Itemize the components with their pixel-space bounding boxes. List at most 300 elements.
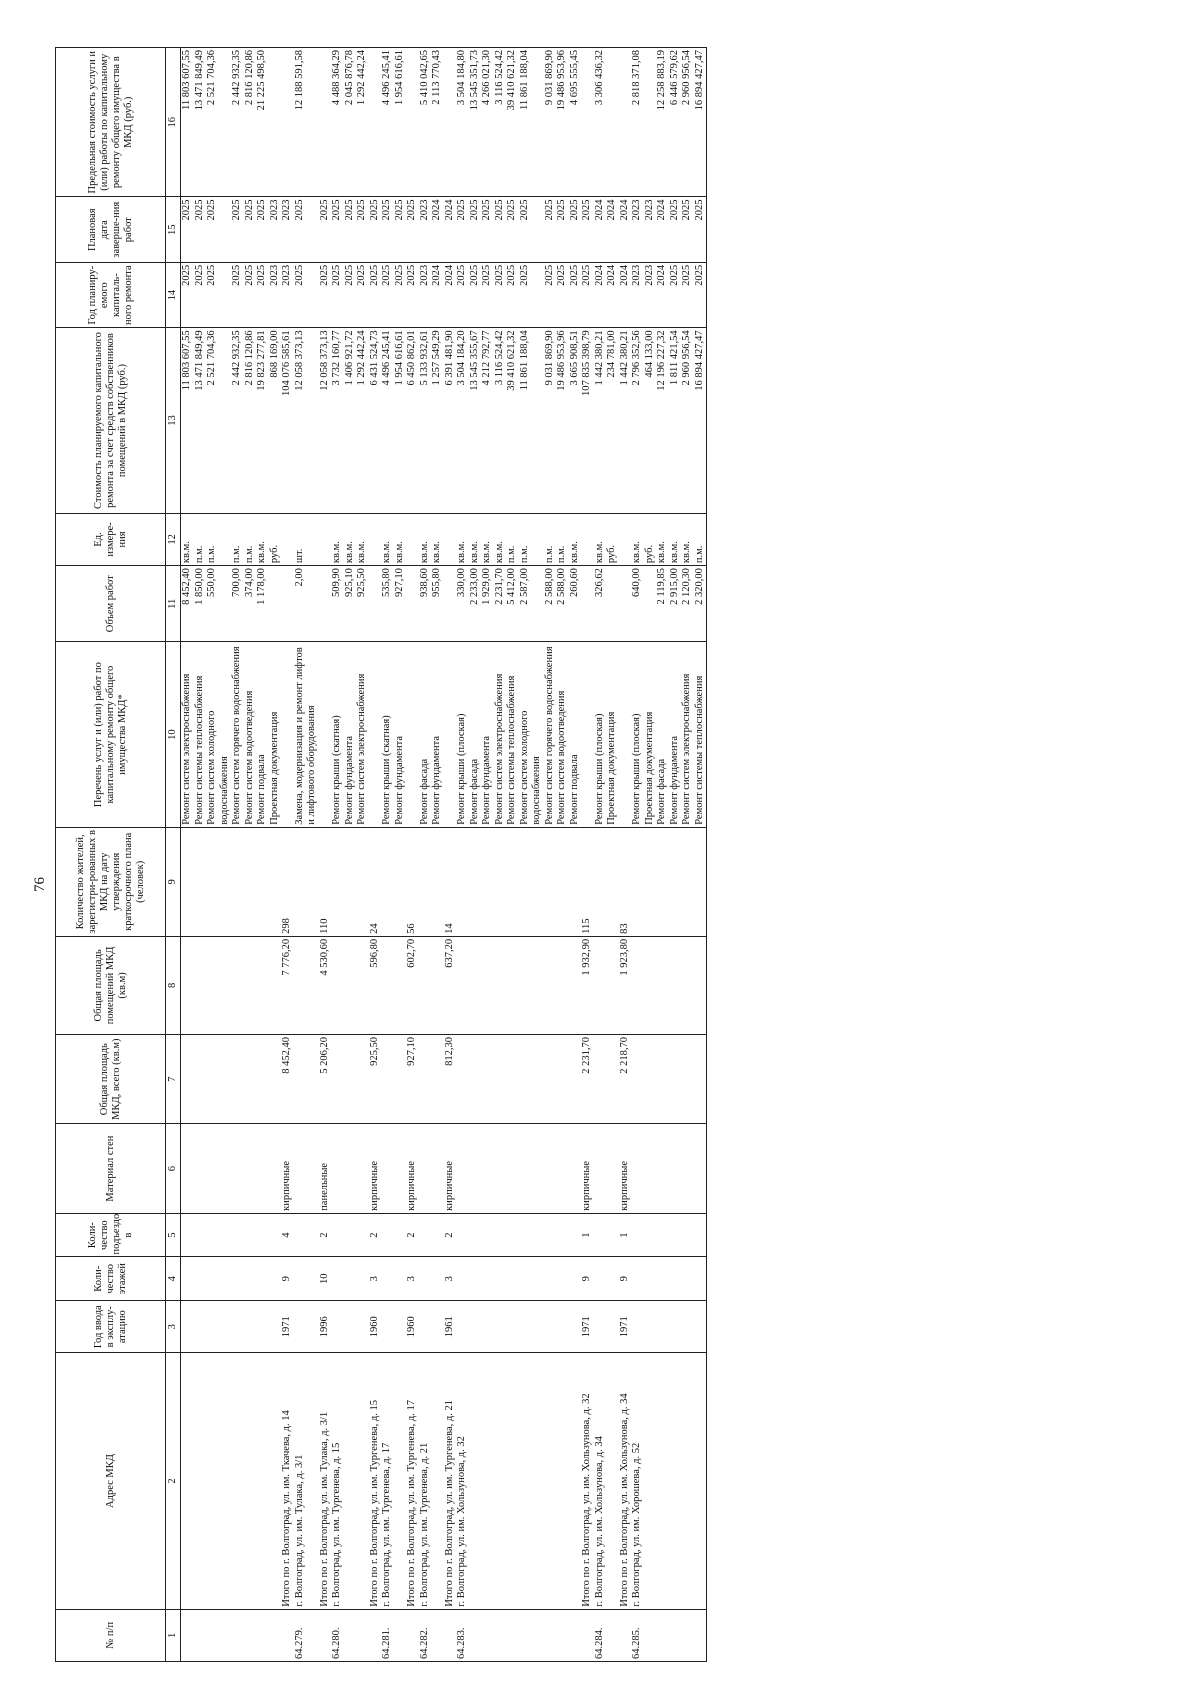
cell-col-14 xyxy=(256,262,281,327)
cell-col-1 xyxy=(319,1609,332,1661)
cell-col-12 xyxy=(369,513,382,565)
cell-col-13: 13 471 849,49 xyxy=(194,328,207,513)
cell-col-9 xyxy=(256,827,281,936)
table-row-total xyxy=(406,48,419,1662)
cell-line: кв.м. xyxy=(631,541,642,564)
cell-col-1 xyxy=(369,1609,382,1661)
cell-col-14: 2024 xyxy=(619,262,632,327)
cell-col-2: Итого по г. Волгоград, ул. им. Тургенева, д. 21 xyxy=(444,1353,457,1609)
cell-col-11 xyxy=(619,566,632,642)
cell-col-16: 13 471 849,49 xyxy=(194,48,207,198)
cell-col-1 xyxy=(519,1609,544,1661)
cell-col-11 xyxy=(419,566,444,642)
column-number: 9 xyxy=(166,827,181,936)
cell-col-3 xyxy=(544,1301,557,1353)
table-row xyxy=(294,48,319,1662)
cell-line: 19 823 277,81 xyxy=(256,330,267,391)
cell-col-13 xyxy=(331,328,369,513)
cell-col-7: 925,50 xyxy=(369,1034,382,1123)
cell-line: 2025 xyxy=(468,264,480,286)
cell-col-5 xyxy=(544,1213,557,1257)
table-row-total xyxy=(619,48,632,1662)
cell-line: 868 169,00 xyxy=(268,330,280,378)
cell-col-10: Ремонт системы теплоснабжения xyxy=(694,642,707,827)
cell-col-6 xyxy=(456,1124,506,1213)
cell-col-4 xyxy=(231,1257,244,1301)
cell-line: 4 212 792,77 xyxy=(481,330,492,386)
cell-col-12: п.м. xyxy=(519,513,544,565)
column-number: 7 xyxy=(166,1034,181,1123)
header-cell: Материал стен xyxy=(56,1124,166,1213)
cell-col-10: Замена, модернизация и ремонт лифтов и лифтового оборудования xyxy=(294,642,319,827)
cell-col-8 xyxy=(506,936,519,1034)
cell-col-1 xyxy=(444,1609,457,1661)
cell-col-12 xyxy=(631,513,694,565)
cell-col-7 xyxy=(381,1034,406,1123)
cell-col-3: 1971 xyxy=(619,1301,632,1353)
cell-col-6 xyxy=(519,1124,544,1213)
cell-col-2 xyxy=(231,1353,244,1609)
header-cell: Количество жителей, зарегистри-рованных в МКД на дату утверждения краткосрочного плана (человек) xyxy=(56,827,166,936)
cell-col-16 xyxy=(444,48,457,198)
cell-col-12: п.м. xyxy=(206,513,231,565)
cell-line: 2025 xyxy=(331,199,342,221)
cell-col-13: 9 031 869,90 xyxy=(544,328,557,513)
cell-col-13: 19 486 953,96 xyxy=(556,328,569,513)
cell-col-6: кирпичные xyxy=(281,1124,294,1213)
cell-col-15 xyxy=(381,197,406,262)
cell-col-12 xyxy=(419,513,444,565)
column-number: 1 xyxy=(166,1609,181,1661)
header-cell: Коли-чество подъездо в xyxy=(56,1213,166,1257)
cell-col-4 xyxy=(381,1257,406,1301)
cell-col-10: Ремонт систем холодного водоснабжения xyxy=(206,642,231,827)
table-row-total xyxy=(369,48,382,1662)
cell-col-6 xyxy=(631,1124,694,1213)
cell-line xyxy=(644,568,657,639)
column-number: 8 xyxy=(166,936,181,1034)
cell-col-10 xyxy=(331,642,369,827)
table-row-total xyxy=(319,48,332,1662)
header-cell: Адрес МКД xyxy=(56,1353,166,1609)
header-cell: Общая площадь МКД, всего (кв.м) xyxy=(56,1034,166,1123)
column-number: 16 xyxy=(166,48,181,198)
column-number: 14 xyxy=(166,262,181,327)
cell-line: 2 960 956,54 xyxy=(681,50,692,106)
cell-col-9 xyxy=(556,827,569,936)
cell-col-10 xyxy=(369,642,382,827)
cell-col-4 xyxy=(206,1257,231,1301)
cell-line: 2024 xyxy=(431,264,442,286)
cell-line: Ремонт подвала xyxy=(256,754,267,825)
cell-col-3 xyxy=(569,1301,582,1353)
cell-col-12 xyxy=(456,513,506,565)
cell-col-1 xyxy=(406,1609,419,1661)
cell-col-1 xyxy=(194,1609,207,1661)
cell-line: 2 113 770,43 xyxy=(431,50,442,105)
cell-col-13: 104 076 585,61 xyxy=(281,328,294,513)
table-row xyxy=(456,48,506,1662)
cell-col-11 xyxy=(456,566,506,642)
cell-col-5: 2 xyxy=(319,1213,332,1257)
cell-line: 509,90 xyxy=(331,568,342,597)
cell-line: 2024 xyxy=(606,264,617,286)
cell-col-2: г. Волгоград, ул. им. Тургенева, д. 21 xyxy=(419,1353,444,1609)
cell-col-8 xyxy=(181,936,194,1034)
cell-col-10 xyxy=(381,642,406,827)
cell-col-5: 2 xyxy=(369,1213,382,1257)
cell-col-3 xyxy=(419,1301,444,1353)
header-cell: № п/п xyxy=(56,1609,166,1661)
cell-col-16: 11 803 607,55 xyxy=(181,48,194,198)
cell-line: Ремонт фундамента xyxy=(393,735,405,825)
cell-line: кв.м. xyxy=(331,541,342,564)
cell-col-6 xyxy=(569,1124,582,1213)
cell-col-11: 550,00 xyxy=(206,566,231,642)
cell-line: руб. xyxy=(643,544,655,564)
cell-line: 2024 xyxy=(656,264,667,286)
cell-col-15 xyxy=(331,197,369,262)
cell-col-15: 2025 xyxy=(206,197,231,262)
cell-line: 2023 xyxy=(631,264,642,286)
cell-line: 5 410 042,65 xyxy=(418,50,430,106)
cell-col-2 xyxy=(506,1353,519,1609)
cell-col-4 xyxy=(519,1257,544,1301)
cell-col-4: 9 xyxy=(581,1257,594,1301)
cell-col-1 xyxy=(694,1609,707,1661)
cell-col-15 xyxy=(594,197,619,262)
cell-col-5 xyxy=(569,1213,582,1257)
cell-line: 2 915,00 xyxy=(668,568,680,605)
cell-col-13: 2 521 704,36 xyxy=(206,328,231,513)
cell-col-14 xyxy=(419,262,444,327)
cell-col-7 xyxy=(206,1034,231,1123)
cell-col-9 xyxy=(519,827,544,936)
cell-col-3: 1996 xyxy=(319,1301,332,1353)
cell-col-16 xyxy=(319,48,332,198)
cell-col-1 xyxy=(206,1609,231,1661)
cell-col-14: 2025 xyxy=(231,262,244,327)
cell-col-2 xyxy=(181,1353,194,1609)
cell-line: 2 119,85 xyxy=(656,568,667,605)
cell-col-7 xyxy=(294,1034,319,1123)
cell-line: Ремонт фундамента xyxy=(481,735,492,825)
cell-col-9: 24 xyxy=(369,827,382,936)
cell-col-8 xyxy=(594,936,619,1034)
cell-col-3 xyxy=(631,1301,694,1353)
cell-line: 2025 xyxy=(256,264,267,286)
table-row-total xyxy=(581,48,594,1662)
cell-line: 4 496 245,41 xyxy=(381,50,392,106)
table-row xyxy=(556,48,569,1662)
cell-col-1: 64.280. xyxy=(331,1609,369,1661)
cell-col-10 xyxy=(594,642,619,827)
column-number: 2 xyxy=(166,1353,181,1609)
cell-col-15 xyxy=(419,197,444,262)
cell-line: Проектная документация xyxy=(268,711,280,825)
cell-col-15: 2024 xyxy=(619,197,632,262)
cell-col-10: Ремонт систем горячего водоснабжения xyxy=(544,642,557,827)
cell-col-10: Ремонт систем холодного водоснабжения xyxy=(519,642,544,827)
cell-col-3 xyxy=(244,1301,257,1353)
cell-col-7 xyxy=(569,1034,582,1123)
cell-col-6: кирпичные xyxy=(581,1124,594,1213)
cell-col-1: 64.283. xyxy=(456,1609,506,1661)
cell-col-6 xyxy=(544,1124,557,1213)
header-cell: Коли-чество этажей xyxy=(56,1257,166,1301)
cell-col-4: 3 xyxy=(444,1257,457,1301)
cell-line: 4 488 364,29 xyxy=(331,50,342,106)
cell-col-3: 1960 xyxy=(406,1301,419,1353)
cell-line: 1 406 921,72 xyxy=(343,330,355,386)
cell-col-4 xyxy=(294,1257,319,1301)
cell-line: 2 045 876,78 xyxy=(343,50,355,106)
cell-col-11 xyxy=(281,566,294,642)
cell-line: 2024 xyxy=(606,199,617,221)
cell-col-6 xyxy=(231,1124,244,1213)
cell-col-4 xyxy=(256,1257,281,1301)
cell-col-10 xyxy=(444,642,457,827)
cell-col-2 xyxy=(194,1353,207,1609)
cell-line: 1 257 549,29 xyxy=(431,330,442,386)
cell-col-6 xyxy=(294,1124,319,1213)
cell-col-7: 2 218,70 xyxy=(619,1034,632,1123)
cell-col-10: Ремонт систем водоотведения xyxy=(556,642,569,827)
header-cell: Год ввода в эксплу-атацию xyxy=(56,1301,166,1353)
cell-col-4: 3 xyxy=(406,1257,419,1301)
cell-line: 2025 xyxy=(456,199,467,221)
cell-line: 927,10 xyxy=(393,568,405,597)
cell-col-2: Итого по г. Волгоград, ул. им. Хользунова, д. 34 xyxy=(619,1353,632,1609)
cell-col-8 xyxy=(544,936,557,1034)
cell-line: 2 796 352,56 xyxy=(631,330,642,386)
cell-col-11: 260,60 xyxy=(569,566,582,642)
cell-col-13: 11 861 188,04 xyxy=(519,328,544,513)
cell-col-1 xyxy=(556,1609,569,1661)
cell-col-2: Итого по г. Волгоград, ул. им. Тулака, д. 3/1 xyxy=(319,1353,332,1609)
cell-line: 5 133 932,61 xyxy=(418,330,430,386)
cell-line: 13 545 351,73 xyxy=(468,50,480,111)
cell-line: кв.м. xyxy=(593,541,605,564)
cell-col-11: 326,62 xyxy=(594,566,619,642)
header-cell: Объем работ xyxy=(56,566,166,642)
cell-col-5 xyxy=(181,1213,194,1257)
cell-col-5 xyxy=(456,1213,506,1257)
cell-col-1 xyxy=(244,1609,257,1661)
cell-col-4: 9 xyxy=(619,1257,632,1301)
cell-line: 6 446 579,62 xyxy=(668,50,680,106)
cell-col-2 xyxy=(244,1353,257,1609)
cell-col-3 xyxy=(231,1301,244,1353)
cell-line: 2023 xyxy=(418,199,430,221)
cell-col-5 xyxy=(381,1213,406,1257)
cell-col-11: 2,00 xyxy=(294,566,319,642)
cell-col-15: 2025 xyxy=(544,197,557,262)
cell-col-2: Итого по г. Волгоград, ул. им. Тургенева, д. 15 xyxy=(369,1353,382,1609)
cell-col-3 xyxy=(181,1301,194,1353)
cell-col-5: 2 xyxy=(406,1213,419,1257)
cell-col-7 xyxy=(231,1034,244,1123)
cell-line: 2025 xyxy=(343,264,355,286)
cell-col-6: кирпичные xyxy=(369,1124,382,1213)
cell-col-16: 4 695 555,45 xyxy=(569,48,582,198)
cell-col-6 xyxy=(556,1124,569,1213)
cell-col-9: 115 xyxy=(581,827,594,936)
cell-col-13: 3 665 908,51 xyxy=(569,328,582,513)
table-row xyxy=(419,48,444,1662)
cell-col-15: 2025 xyxy=(406,197,419,262)
cell-col-13: 2 816 120,86 xyxy=(244,328,257,513)
cell-col-6 xyxy=(194,1124,207,1213)
cell-line: 3 732 160,77 xyxy=(331,330,342,386)
cell-line: 2 231,70 xyxy=(493,568,505,605)
cell-col-8: 1 923,80 xyxy=(619,936,632,1034)
cell-col-16: 9 031 869,90 xyxy=(544,48,557,198)
cell-line: 955,80 xyxy=(431,568,442,597)
cell-col-2: г. Волгоград, ул. им. Тургенева, д. 15 xyxy=(331,1353,369,1609)
cell-line: 2023 xyxy=(631,199,642,221)
cell-col-12 xyxy=(444,513,457,565)
cell-col-4 xyxy=(569,1257,582,1301)
cell-line: руб. xyxy=(606,544,617,564)
cell-col-4 xyxy=(331,1257,369,1301)
cell-col-11 xyxy=(581,566,594,642)
cell-col-14: 2025 xyxy=(319,262,332,327)
cell-col-4 xyxy=(694,1257,707,1301)
cell-col-9: 14 xyxy=(444,827,457,936)
cell-col-3 xyxy=(456,1301,506,1353)
cell-col-10: Ремонт системы теплоснабжения xyxy=(506,642,519,827)
cell-col-16: 11 861 188,04 xyxy=(519,48,544,198)
cell-col-13: 6 431 524,73 xyxy=(369,328,382,513)
cell-line: 2025 xyxy=(456,264,467,286)
cell-line: 1 811 421,54 xyxy=(668,330,680,386)
cell-col-2: Итого по г. Волгоград, ул. им. Хользунова, д. 32 xyxy=(581,1353,594,1609)
cell-col-5 xyxy=(331,1213,369,1257)
cell-line: кв.м. xyxy=(481,541,492,564)
cell-col-8: 596,80 xyxy=(369,936,382,1034)
cell-col-6 xyxy=(206,1124,231,1213)
cell-line: кв.м. xyxy=(456,541,467,564)
cell-col-5 xyxy=(256,1213,281,1257)
cell-col-5: 2 xyxy=(444,1213,457,1257)
table-row xyxy=(694,48,707,1662)
cell-col-15: 2025 xyxy=(581,197,594,262)
cell-line: Ремонт фундамента xyxy=(668,735,680,825)
cell-col-14: 2025 xyxy=(519,262,544,327)
cell-col-1 xyxy=(544,1609,557,1661)
cell-col-3 xyxy=(694,1301,707,1353)
cell-col-16 xyxy=(369,48,382,198)
cell-col-2: г. Волгоград, ул. им. Тургенева, д. 17 xyxy=(381,1353,406,1609)
cell-col-12: п.м. xyxy=(194,513,207,565)
cell-col-8 xyxy=(206,936,231,1034)
cell-col-12 xyxy=(619,513,632,565)
cell-col-3: 1971 xyxy=(281,1301,294,1353)
cell-col-9 xyxy=(506,827,519,936)
cell-col-16 xyxy=(419,48,444,198)
cell-col-10 xyxy=(581,642,594,827)
column-number: 15 xyxy=(166,197,181,262)
cell-col-10: Ремонт систем водоотведения xyxy=(244,642,257,827)
cell-col-5 xyxy=(506,1213,519,1257)
cell-line: 1 954 616,61 xyxy=(393,50,405,106)
cell-col-3 xyxy=(331,1301,369,1353)
cell-col-16 xyxy=(331,48,369,198)
cell-col-16: 19 486 953,96 xyxy=(556,48,569,198)
cell-col-4: 10 xyxy=(319,1257,332,1301)
repair-plan-table xyxy=(55,47,707,1662)
cell-col-13 xyxy=(256,328,281,513)
cell-col-16 xyxy=(456,48,506,198)
cell-col-7 xyxy=(244,1034,257,1123)
cell-line: Ремонт крыши (плоская) xyxy=(456,713,467,825)
cell-line: кв.м. xyxy=(431,541,442,564)
cell-col-7 xyxy=(694,1034,707,1123)
cell-col-5 xyxy=(194,1213,207,1257)
cell-col-14: 2025 xyxy=(194,262,207,327)
cell-col-11 xyxy=(631,566,694,642)
cell-col-13: 107 835 398,79 xyxy=(581,328,594,513)
cell-col-9: 110 xyxy=(319,827,332,936)
cell-col-4 xyxy=(456,1257,506,1301)
cell-col-15: 2025 xyxy=(556,197,569,262)
cell-col-16: 2 521 704,36 xyxy=(206,48,231,198)
cell-col-5 xyxy=(419,1213,444,1257)
cell-col-3 xyxy=(594,1301,619,1353)
cell-col-14: 2025 xyxy=(406,262,419,327)
cell-col-8 xyxy=(419,936,444,1034)
cell-col-1: 64.285. xyxy=(631,1609,694,1661)
cell-line: 2025 xyxy=(356,199,367,221)
cell-col-6 xyxy=(419,1124,444,1213)
cell-col-7: 927,10 xyxy=(406,1034,419,1123)
cell-col-13: 6 391 481,90 xyxy=(444,328,457,513)
cell-col-8 xyxy=(569,936,582,1034)
cell-col-5 xyxy=(294,1213,319,1257)
cell-col-4: 9 xyxy=(281,1257,294,1301)
cell-col-6 xyxy=(694,1124,707,1213)
cell-col-10 xyxy=(281,642,294,827)
cell-line: 925,10 xyxy=(343,568,355,597)
cell-col-10 xyxy=(456,642,506,827)
cell-line: 2024 xyxy=(431,199,442,221)
cell-col-5 xyxy=(556,1213,569,1257)
cell-col-8 xyxy=(631,936,694,1034)
cell-col-14 xyxy=(381,262,406,327)
cell-line: 2025 xyxy=(256,199,267,221)
cell-col-9 xyxy=(419,827,444,936)
cell-col-5 xyxy=(694,1213,707,1257)
table-row xyxy=(631,48,694,1662)
cell-line: 2025 xyxy=(381,264,392,286)
cell-col-5: 4 xyxy=(281,1213,294,1257)
cell-col-13: 1 442 380,21 xyxy=(619,328,632,513)
cell-col-15: 2025 xyxy=(319,197,332,262)
header-cell: Плановая дата заверше-ния работ xyxy=(56,197,166,262)
cell-col-3 xyxy=(194,1301,207,1353)
cell-col-11 xyxy=(319,566,332,642)
cell-line: 2025 xyxy=(393,264,405,286)
table-row xyxy=(181,48,194,1662)
table-row xyxy=(544,48,557,1662)
cell-line: 2025 xyxy=(356,264,367,286)
cell-col-2: Итого по г. Волгоград, ул. им. Тургенева, д. 17 xyxy=(406,1353,419,1609)
cell-col-1: 64.282. xyxy=(419,1609,444,1661)
cell-col-11: 1 178,00 xyxy=(256,566,281,642)
cell-col-3 xyxy=(506,1301,519,1353)
cell-line: руб. xyxy=(268,544,280,564)
